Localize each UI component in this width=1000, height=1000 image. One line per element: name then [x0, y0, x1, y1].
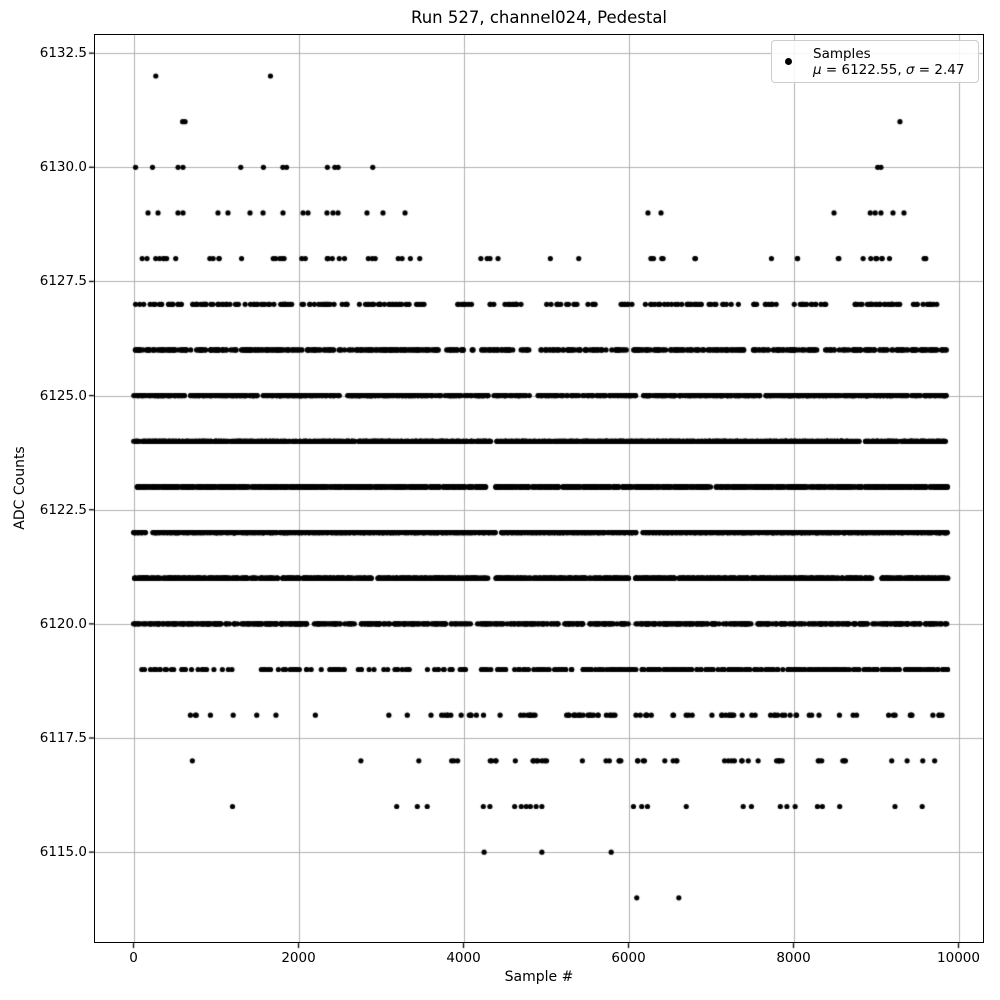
y-tick-label: 6130.0: [39, 159, 87, 176]
y-tick-label: 6115.0: [39, 844, 87, 861]
x-tick-label: 6000: [611, 950, 646, 966]
y-axis-label: ADC Counts: [12, 446, 28, 530]
y-tick-label: 6122.5: [39, 501, 87, 518]
legend-label: Samples: [813, 45, 871, 62]
legend-sigma-symbol: σ: [905, 61, 915, 78]
chart-title: Run 527, channel024, Pedestal: [410, 8, 668, 27]
x-axis-label: Sample #: [504, 969, 574, 985]
legend-sigma-value: = 2.47: [914, 61, 965, 78]
legend: [771, 40, 979, 83]
y-tick-label: 6125.0: [39, 387, 87, 404]
x-tick-label: 8000: [776, 950, 811, 966]
x-tick-label: 4000: [446, 950, 481, 966]
y-tick-label: 6120.0: [39, 615, 87, 632]
legend-marker-dot-icon: [785, 58, 792, 65]
y-tick-label: 6132.5: [39, 45, 87, 62]
y-tick-label: 6127.5: [39, 273, 87, 290]
x-tick-label: 10000: [937, 950, 980, 966]
x-tick-label: 2000: [281, 950, 316, 966]
legend-mu-symbol: μ: [813, 61, 822, 78]
legend-mu-value: = 6122.55,: [821, 61, 906, 78]
legend-text: [813, 46, 964, 78]
y-tick-label: 6117.5: [39, 730, 87, 746]
x-tick-label: 0: [129, 950, 138, 966]
